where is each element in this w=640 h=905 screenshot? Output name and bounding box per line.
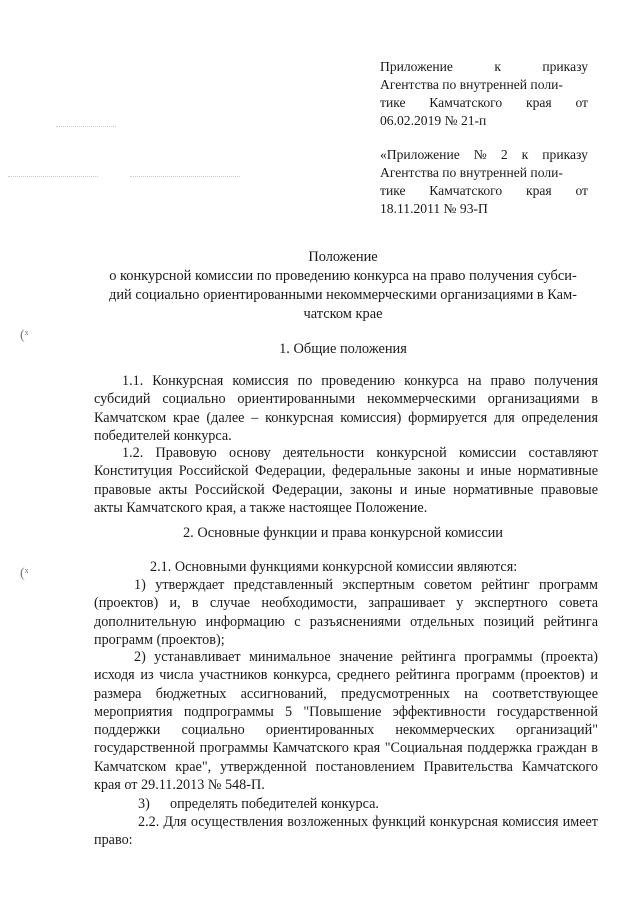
title-line-3: дий социально ориентированными некоммерческими организациями в Кам- bbox=[109, 287, 577, 303]
scan-artifact bbox=[8, 176, 98, 178]
list-item-2: 2) устанавливает минимальное значение рейтинга программы (проекта) исходя из числа участников конкурса, среднего рейтинга программ (проектов) и размера бюджетных ассигнований, предусмотренных на соответствующее мероприятия подпрограммы 5 "Повышение эффективности государственной поддержки социально ориентированных некоммерческих организаций" государственной программы Камчатского края "Социальная поддержка граждан в Камчатском крае", утвержденной постановлением Правительства Камчатского края от 29.11.2013 № 548-П. bbox=[94, 649, 598, 794]
word: тике bbox=[380, 183, 406, 198]
appendix-2-line-4: 18.11.2011 № 93-П bbox=[380, 201, 488, 216]
appendix-2-line-2: Агентства по внутренней поли- bbox=[380, 165, 563, 180]
word: «Приложение bbox=[380, 147, 460, 162]
paragraph-1-1: 1.1. Конкурсная комиссия по проведению конкурса на право получения субсидий социально ориентированными некоммерческими организациями в Камчатском крае (далее – конкурсная комиссия) формируется для определения победителей конкурса. bbox=[94, 373, 598, 444]
word: приказу bbox=[542, 147, 588, 162]
paragraph-2-1: 2.1. Основными функциями конкурсной комиссии являются: bbox=[150, 559, 518, 575]
punch-hole-mark: (ˣ bbox=[20, 328, 29, 343]
list-item-3-number: 3) bbox=[138, 796, 150, 812]
word: Камчатского bbox=[429, 95, 503, 110]
word: тике bbox=[380, 95, 406, 110]
list-item-3-text: определять победителей конкурса. bbox=[170, 796, 379, 812]
document-title bbox=[88, 248, 598, 324]
title-line-2: о конкурсной комиссии по проведению конкурса на право получения субси- bbox=[109, 268, 577, 284]
word: к bbox=[494, 59, 501, 74]
appendix-note-1 bbox=[380, 58, 588, 130]
list-item-3 bbox=[94, 795, 598, 813]
section-1-heading: 1. Общие положения bbox=[279, 341, 407, 357]
appendix-2-line-3 bbox=[380, 182, 588, 200]
word: Приложение bbox=[380, 59, 453, 74]
word: № bbox=[473, 147, 487, 162]
word: от bbox=[575, 183, 588, 198]
word: края bbox=[525, 183, 552, 198]
word: к bbox=[521, 147, 529, 162]
appendix-2-line-1 bbox=[380, 146, 588, 164]
paragraph-2-2: 2.2. Для осуществления возложенных функций конкурсная комиссия имеет право: bbox=[94, 814, 598, 849]
word: края bbox=[525, 95, 552, 110]
appendix-1-line-2: Агентства по внутренней поли- bbox=[380, 77, 563, 92]
appendix-1-line-1 bbox=[380, 58, 588, 76]
title-line-1: Положение bbox=[308, 249, 378, 265]
list-item-1: 1) утверждает представленный экспертным советом рейтинг программ (проектов) и, в случае необходимости, запрашивает у экспертного совета дополнительную информацию с разъяснениями отдельных позиций рейтинга программ (проектов); bbox=[94, 577, 598, 648]
word: от bbox=[575, 95, 588, 110]
scan-artifact bbox=[130, 176, 240, 178]
appendix-1-line-4: 06.02.2019 № 21-п bbox=[380, 113, 487, 128]
word: приказу bbox=[542, 59, 588, 74]
paragraph-1-2: 1.2. Правовую основу деятельности конкурсной комиссии составляют Конституция Российской Федерации, федеральные законы и иные нормативные правовые акты Российской Федерации, законы и иные нормативные правовые акты Камчатского края, а также настоящее Положение. bbox=[94, 445, 598, 516]
punch-hole-mark: (ˣ bbox=[20, 566, 29, 581]
title-line-4: чатском крае bbox=[303, 306, 383, 322]
appendix-note-2 bbox=[380, 146, 588, 218]
word: 2 bbox=[500, 147, 508, 162]
scan-artifact bbox=[56, 126, 116, 128]
appendix-1-line-3 bbox=[380, 94, 588, 112]
section-2-heading: 2. Основные функции и права конкурсной комиссии bbox=[182, 525, 504, 541]
word: Камчатского bbox=[429, 183, 503, 198]
